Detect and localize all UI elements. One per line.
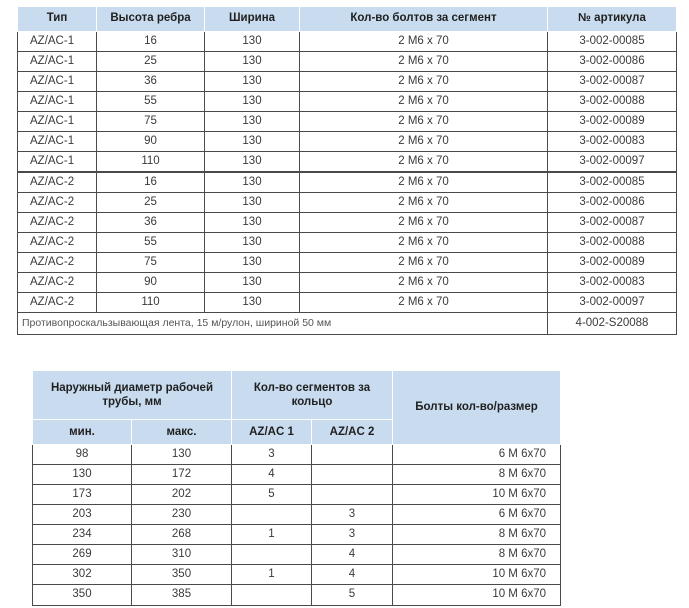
cell-bolts: 8 M 6x70: [393, 465, 561, 485]
table-row: [18, 92, 677, 112]
cell-bolts: 2 M6 x 70: [300, 213, 548, 233]
table-row: [18, 293, 677, 313]
cell-type: AZ/AC-1: [18, 152, 97, 173]
cell-rib-height: 36: [97, 213, 205, 233]
cell-type: AZ/AC-1: [18, 112, 97, 132]
header-type: Тип: [18, 7, 97, 32]
table-row: [33, 465, 561, 485]
cell-article: 3-002-00086: [548, 52, 677, 72]
product-table-body: [18, 32, 677, 313]
cell-article: 3-002-00097: [548, 152, 677, 173]
cell-bolts: 2 M6 x 70: [300, 72, 548, 92]
header-max: макс.: [132, 420, 232, 445]
cell-rib-height: 16: [97, 172, 205, 193]
cell-bolts: 10 M 6x70: [393, 565, 561, 585]
cell-min: 98: [33, 445, 132, 465]
cell-article: 3-002-00086: [548, 193, 677, 213]
cell-width: 130: [205, 293, 300, 313]
cell-max: 350: [132, 565, 232, 585]
table-row: [33, 565, 561, 585]
cell-bolts: 2 M6 x 70: [300, 253, 548, 273]
cell-width: 130: [205, 253, 300, 273]
cell-az-ac-2: 5: [312, 585, 393, 606]
table-row: [18, 253, 677, 273]
cell-article: 3-002-00087: [548, 72, 677, 92]
cell-width: 130: [205, 72, 300, 92]
table-row: [33, 585, 561, 606]
cell-width: 130: [205, 193, 300, 213]
cell-rib-height: 36: [97, 72, 205, 92]
cell-bolts: 10 M 6x70: [393, 585, 561, 606]
cell-az-ac-2: 3: [312, 525, 393, 545]
cell-type: AZ/AC-2: [18, 172, 97, 193]
header-width: Ширина: [205, 7, 300, 32]
cell-rib-height: 110: [97, 152, 205, 173]
cell-bolts: 10 M 6x70: [393, 485, 561, 505]
header-article-number: № артикула: [548, 7, 677, 32]
cell-type: AZ/AC-2: [18, 213, 97, 233]
cell-bolts: 2 M6 x 70: [300, 112, 548, 132]
cell-rib-height: 110: [97, 293, 205, 313]
table-row: [18, 32, 677, 52]
table-row: [18, 152, 677, 173]
cell-min: 234: [33, 525, 132, 545]
cell-article: 3-002-00087: [548, 213, 677, 233]
cell-article: 3-002-00088: [548, 92, 677, 112]
cell-type: AZ/AC-2: [18, 293, 97, 313]
cell-type: AZ/AC-2: [18, 233, 97, 253]
header-outer-diameter: Наружный диаметр рабочей трубы, мм: [33, 371, 232, 420]
cell-rib-height: 25: [97, 52, 205, 72]
product-table-note-row: [18, 313, 677, 335]
cell-bolts: 2 M6 x 70: [300, 92, 548, 112]
table-row: [18, 112, 677, 132]
table-row: [18, 132, 677, 152]
cell-min: 130: [33, 465, 132, 485]
header-az-ac-2: AZ/AC 2: [312, 420, 393, 445]
diameter-table-body: [33, 445, 561, 606]
cell-width: 130: [205, 52, 300, 72]
cell-article: 3-002-00097: [548, 293, 677, 313]
table-row: [33, 445, 561, 465]
cell-min: 203: [33, 505, 132, 525]
cell-type: AZ/AC-1: [18, 32, 97, 52]
cell-az-ac-2: 4: [312, 565, 393, 585]
cell-min: 269: [33, 545, 132, 565]
table-row: [18, 213, 677, 233]
cell-width: 130: [205, 112, 300, 132]
cell-bolts: 8 M 6x70: [393, 525, 561, 545]
cell-article: 3-002-00089: [548, 253, 677, 273]
table-row: [33, 485, 561, 505]
table-row: [18, 52, 677, 72]
cell-width: 130: [205, 172, 300, 193]
cell-rib-height: 75: [97, 253, 205, 273]
cell-az-ac-1: 3: [232, 445, 312, 465]
cell-bolts: 2 M6 x 70: [300, 32, 548, 52]
table-row: [33, 545, 561, 565]
header-az-ac-1: AZ/AC 1: [232, 420, 312, 445]
header-segments-per-ring: Кол-во сегментов за кольцо: [232, 371, 393, 420]
cell-max: 268: [132, 525, 232, 545]
cell-bolts: 2 M6 x 70: [300, 233, 548, 253]
cell-article: 3-002-00085: [548, 32, 677, 52]
cell-article: 3-002-00089: [548, 112, 677, 132]
cell-max: 385: [132, 585, 232, 606]
table-row: [18, 193, 677, 213]
cell-bolts: 2 M6 x 70: [300, 172, 548, 193]
cell-bolts: 6 M 6x70: [393, 445, 561, 465]
table-row: [33, 505, 561, 525]
cell-az-ac-2: [312, 445, 393, 465]
cell-width: 130: [205, 233, 300, 253]
cell-az-ac-1: [232, 585, 312, 606]
cell-bolts: 2 M6 x 70: [300, 52, 548, 72]
diameter-table: [32, 370, 561, 606]
cell-bolts: 8 M 6x70: [393, 545, 561, 565]
cell-bolts: 2 M6 x 70: [300, 273, 548, 293]
cell-bolts: 2 M6 x 70: [300, 193, 548, 213]
cell-rib-height: 55: [97, 92, 205, 112]
cell-az-ac-1: 4: [232, 465, 312, 485]
cell-type: AZ/AC-1: [18, 92, 97, 112]
cell-max: 202: [132, 485, 232, 505]
cell-type: AZ/AC-2: [18, 253, 97, 273]
cell-width: 130: [205, 132, 300, 152]
cell-az-ac-1: [232, 505, 312, 525]
cell-az-ac-1: 5: [232, 485, 312, 505]
cell-width: 130: [205, 92, 300, 112]
cell-az-ac-1: 1: [232, 565, 312, 585]
header-bolts-per-segment: Кол-во болтов за сегмент: [300, 7, 548, 32]
cell-article: 3-002-00085: [548, 172, 677, 193]
header-min: мин.: [33, 420, 132, 445]
table-row: [18, 273, 677, 293]
cell-width: 130: [205, 273, 300, 293]
cell-type: AZ/AC-2: [18, 193, 97, 213]
cell-type: AZ/AC-1: [18, 52, 97, 72]
cell-type: AZ/AC-2: [18, 273, 97, 293]
cell-max: 172: [132, 465, 232, 485]
cell-article: 3-002-00083: [548, 273, 677, 293]
note-text: Противопроскальзывающая лента, 15 м/рулон, шириной 50 мм: [18, 313, 548, 335]
cell-article: 3-002-00083: [548, 132, 677, 152]
cell-min: 350: [33, 585, 132, 606]
cell-rib-height: 16: [97, 32, 205, 52]
header-bolts-count-size: Болты кол-во/размер: [393, 371, 561, 445]
cell-rib-height: 25: [97, 193, 205, 213]
product-table: [17, 6, 677, 335]
table-row: [18, 172, 677, 193]
cell-bolts: 2 M6 x 70: [300, 152, 548, 173]
cell-bolts: 2 M6 x 70: [300, 293, 548, 313]
cell-rib-height: 75: [97, 112, 205, 132]
cell-rib-height: 55: [97, 233, 205, 253]
cell-az-ac-1: [232, 545, 312, 565]
table-row: [18, 72, 677, 92]
cell-width: 130: [205, 213, 300, 233]
cell-rib-height: 90: [97, 273, 205, 293]
cell-width: 130: [205, 32, 300, 52]
table-row: [33, 525, 561, 545]
cell-type: AZ/AC-1: [18, 72, 97, 92]
cell-type: AZ/AC-1: [18, 132, 97, 152]
cell-min: 302: [33, 565, 132, 585]
cell-max: 130: [132, 445, 232, 465]
cell-az-ac-2: [312, 465, 393, 485]
table-row: [18, 233, 677, 253]
cell-max: 310: [132, 545, 232, 565]
cell-width: 130: [205, 152, 300, 173]
diameter-table-header: [33, 371, 561, 420]
cell-min: 173: [33, 485, 132, 505]
cell-az-ac-2: 3: [312, 505, 393, 525]
product-table-header: [18, 7, 677, 32]
cell-az-ac-1: 1: [232, 525, 312, 545]
note-article: 4-002-S20088: [548, 313, 677, 335]
cell-rib-height: 90: [97, 132, 205, 152]
cell-max: 230: [132, 505, 232, 525]
cell-article: 3-002-00088: [548, 233, 677, 253]
cell-bolts: 2 M6 x 70: [300, 132, 548, 152]
header-rib-height: Высота ребра: [97, 7, 205, 32]
cell-az-ac-2: [312, 485, 393, 505]
cell-bolts: 6 M 6x70: [393, 505, 561, 525]
cell-az-ac-2: 4: [312, 545, 393, 565]
